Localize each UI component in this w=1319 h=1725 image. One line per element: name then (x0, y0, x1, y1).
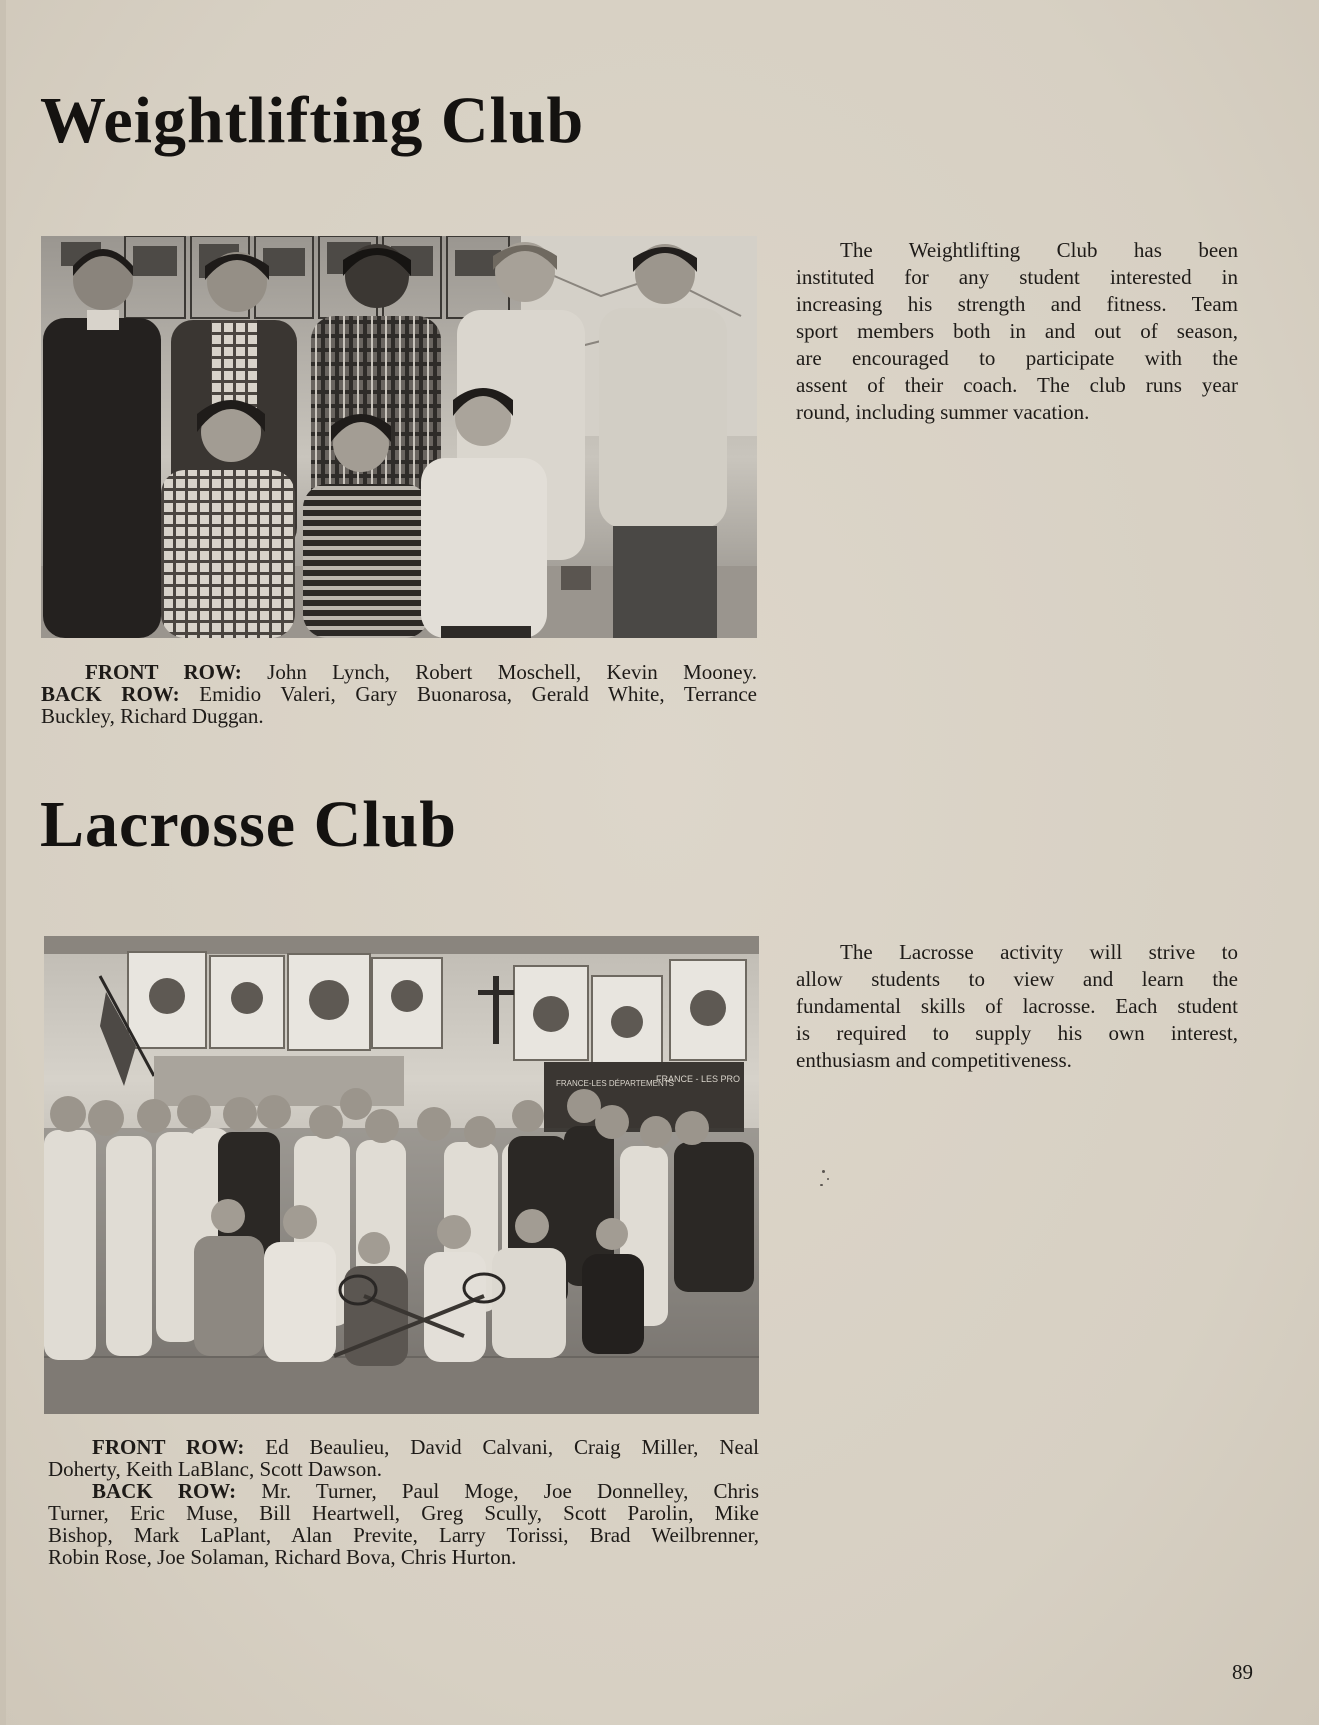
weightlifting-description (796, 237, 1238, 426)
dust-speck (827, 1178, 829, 1180)
dust-speck (820, 1184, 823, 1186)
photo-sign-right: FRANCE - LES PRO (656, 1074, 741, 1084)
lacrosse-caption (48, 1436, 759, 1568)
back-row-names-cont: Robin Rose, Joe Solaman, Richard Bova, Chris Hurton. (48, 1545, 517, 1569)
front-row-label: FRONT ROW: (92, 1435, 245, 1459)
front-row-names: John Lynch, Robert Moschell, Kevin Mooney. (267, 660, 757, 684)
show-through-text (690, 92, 706, 162)
back-row-names: Emidio Valeri, Gary Buonarosa, Gerald White, Terrance (199, 682, 757, 706)
dust-speck (822, 1170, 825, 1173)
weightlifting-group-photo (41, 236, 757, 638)
back-row-names-cont: Turner, Eric Muse, Bill Heartwell, Greg Scully, Scott Parolin, Mike (48, 1501, 759, 1525)
description-line: increasing his strength and fitness. Team (796, 292, 1238, 316)
description-line: sport members both in and out of season, (796, 319, 1238, 343)
lacrosse-group-photo (44, 936, 759, 1414)
photo-sign-left: FRANCE-LES DÉPARTEMENTS (556, 1079, 674, 1088)
description-line: allow students to view and learn the (796, 967, 1238, 991)
description-line: enthusiasm and competitiveness. (796, 1048, 1072, 1072)
lacrosse-description (796, 939, 1238, 1074)
front-row-names: Ed Beaulieu, David Calvani, Craig Miller, Neal (265, 1435, 759, 1459)
page-number: 89 (1232, 1660, 1253, 1684)
page-edge (0, 0, 6, 1725)
back-row-names-cont: Bishop, Mark LaPlant, Alan Previte, Larry Torissi, Brad Weilbrenner, (48, 1523, 759, 1547)
back-row-names: Mr. Turner, Paul Moge, Joe Donnelley, Chris (261, 1479, 760, 1503)
description-line: is required to supply his own interest, (796, 1021, 1238, 1045)
back-row-label: BACK ROW: (41, 682, 180, 706)
description-line: round, including summer vacation. (796, 400, 1090, 424)
description-line: fundamental skills of lacrosse. Each student (796, 994, 1238, 1018)
description-line: assent of their coach. The club runs year (796, 373, 1238, 397)
lacrosse-title: Lacrosse Club (40, 788, 457, 861)
back-row-names-cont: Buckley, Richard Duggan. (41, 704, 264, 728)
description-line: The Lacrosse activity will strive to (840, 940, 1238, 964)
description-line: are encouraged to participate with the (796, 346, 1238, 370)
back-row-label: BACK ROW: (92, 1479, 237, 1503)
description-line: instituted for any student interested in (796, 265, 1238, 289)
weightlifting-caption (41, 661, 757, 727)
description-line: The Weightlifting Club has been (840, 238, 1238, 262)
front-row-names-cont: Doherty, Keith LaBlanc, Scott Dawson. (48, 1457, 382, 1481)
weightlifting-title: Weightlifting Club (40, 84, 585, 157)
front-row-label: FRONT ROW: (85, 660, 242, 684)
